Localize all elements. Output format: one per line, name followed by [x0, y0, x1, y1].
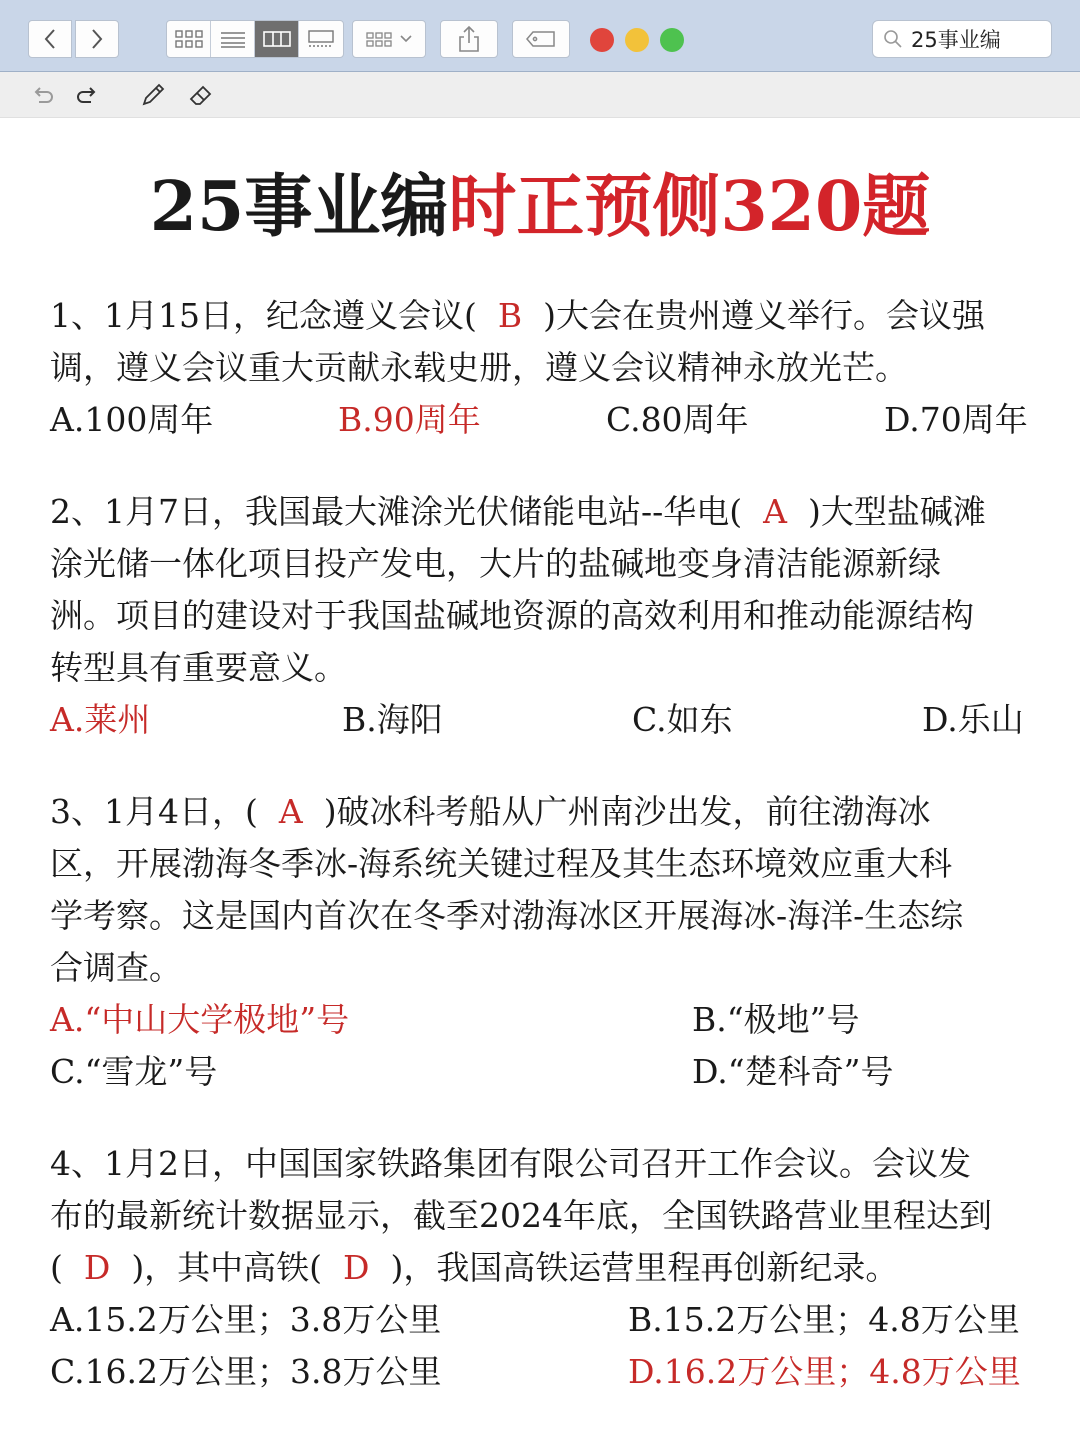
question-4: [50, 1138, 1040, 1294]
yellow-tag-dot[interactable]: [625, 28, 649, 52]
group-menu-button[interactable]: [352, 20, 426, 58]
grid-small-icon: [365, 30, 395, 48]
column-view-button[interactable]: [255, 21, 299, 57]
chevron-right-icon: [90, 28, 104, 50]
q2-answer: A: [763, 492, 787, 531]
undo-button[interactable]: [28, 80, 58, 110]
q2-option-b: B.海阳: [342, 700, 443, 739]
q2-option-d: D.乐山: [922, 700, 1024, 739]
q1-option-a: A.100周年: [50, 400, 214, 439]
q2-line-4: 转型具有重要意义。: [50, 648, 347, 687]
q2-line-2: 涂光储一体化项目投产发电，大片的盐碱地变身清洁能源新绿: [50, 544, 941, 583]
question-3: [50, 786, 1040, 994]
q4-option-c: C.16.2万公里；3.8万公里: [50, 1352, 442, 1391]
q3-option-a: A.“中山大学极地”号: [50, 1000, 350, 1039]
q1-line-2: 调，遵义会议重大贡献永载史册，遵义会议精神永放光芒。: [50, 348, 908, 387]
q3-option-c: C.“雪龙”号: [50, 1052, 218, 1091]
q1-option-d: D.70周年: [884, 400, 1028, 439]
q4-line-2: 布的最新统计数据显示，截至2024年底，全国铁路营业里程达到: [50, 1196, 992, 1235]
q1-option-b: B.90周年: [338, 400, 481, 439]
question-2: [50, 486, 1040, 694]
q3-answer: A: [278, 792, 303, 831]
eraser-icon: [188, 82, 214, 108]
q2-option-c: C.如东: [632, 700, 733, 739]
tag-icon: [525, 30, 557, 48]
top-toolbar: [0, 0, 1080, 72]
q3-line-2: 区，开展渤海冬季冰-海系统关键过程及其生态环境效应重大科: [50, 844, 953, 883]
share-icon: [457, 25, 481, 53]
search-input[interactable]: [872, 20, 1052, 58]
q2-line-3: 洲。项目的建设对于我国盐碱地资源的高效利用和推动能源结构: [50, 596, 974, 635]
tag-button[interactable]: [512, 20, 570, 58]
q4-answer-1: D: [83, 1248, 111, 1287]
search-text: 25事业编: [911, 28, 1001, 52]
q4-line-3: ( D )，其中高铁( D )，我国高铁运营里程再创新纪录。: [50, 1248, 899, 1287]
red-tag-dot[interactable]: [590, 28, 614, 52]
redo-icon: [75, 84, 99, 106]
q2-option-a: A.莱州: [50, 700, 151, 739]
q3-line-4: 合调查。: [50, 948, 182, 987]
q4-line-1: 4、1月2日，中国国家铁路集团有限公司召开工作会议。会议发: [50, 1144, 971, 1183]
chevron-left-icon: [43, 28, 57, 50]
q4-option-a: A.15.2万公里；3.8万公里: [50, 1300, 442, 1339]
title-highlight: 时正预侧320题: [448, 167, 931, 247]
pencil-icon: [140, 82, 166, 108]
undo-icon: [31, 84, 55, 106]
green-tag-dot[interactable]: [660, 28, 684, 52]
q3-line-1: 3、1月4日，( A )破冰科考船从广州南沙出发，前往渤海冰: [50, 792, 931, 831]
columns-icon: [262, 29, 292, 49]
q3-option-b: B.“极地”号: [692, 1000, 860, 1039]
q4-option-b: B.15.2万公里；4.8万公里: [628, 1300, 1020, 1339]
question-1: [50, 290, 1040, 394]
redo-button[interactable]: [72, 80, 102, 110]
q1-option-c: C.80周年: [606, 400, 749, 439]
chevron-down-icon: [399, 34, 413, 44]
title-prefix: 25事业编: [149, 167, 449, 247]
q3-option-d: D.“楚科奇”号: [692, 1052, 894, 1091]
q4-option-d: D.16.2万公里；4.8万公里: [628, 1352, 1021, 1391]
forward-button[interactable]: [75, 20, 119, 58]
grid-icon: [174, 29, 204, 49]
search-icon: [883, 29, 903, 49]
eraser-button[interactable]: [186, 80, 216, 110]
view-mode-switcher: [166, 20, 344, 58]
q1-line-1: 1、1月15日，纪念遵义会议( B )大会在贵州遵义举行。会议强: [50, 296, 985, 335]
back-button[interactable]: [28, 20, 72, 58]
page-title: [0, 162, 1080, 252]
gallery-icon: [306, 29, 336, 49]
gallery-view-button[interactable]: [299, 21, 343, 57]
list-view-button[interactable]: [211, 21, 255, 57]
list-icon: [220, 29, 246, 49]
grid-view-button[interactable]: [167, 21, 211, 57]
q1-answer: B: [497, 296, 523, 335]
pen-button[interactable]: [138, 80, 168, 110]
q3-line-3: 学考察。这是国内首次在冬季对渤海冰区开展海冰-海洋-生态综: [50, 896, 964, 935]
q2-line-1: 2、1月7日，我国最大滩涂光伏储能电站--华电( A )大型盐碱滩: [50, 492, 986, 531]
share-button[interactable]: [440, 20, 498, 58]
q4-answer-2: D: [343, 1248, 370, 1287]
